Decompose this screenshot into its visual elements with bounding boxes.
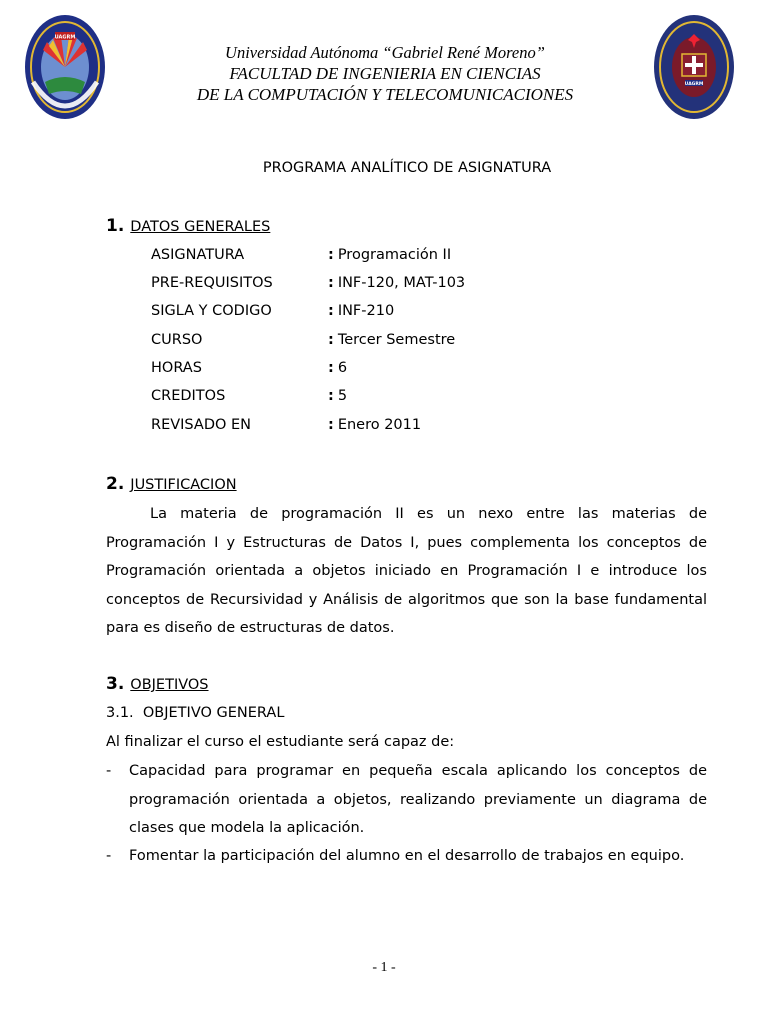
section-number: 1.: [106, 216, 125, 236]
section-label: JUSTIFICACION: [130, 477, 237, 493]
document-title: PROGRAMA ANALÍTICO DE ASIGNATURA: [262, 160, 552, 176]
justification-text: La materia de programación II es un nexo entre las materias de Programación I y Estructuras de Datos I, pues complementa los conceptos de Programación orientada a objetos iniciado en Programación I e introduce los conceptos de Recursividad y Análisis de algoritmos que son la base fundamental para es diseño de estructuras de datos.: [106, 506, 707, 636]
data-row: PRE-REQUISITOS : INF-120, MAT-103: [151, 275, 466, 291]
justification-paragraph: [106, 500, 707, 643]
page-number: - 1 -: [372, 960, 396, 975]
field-value: INF-120, MAT-103: [337, 275, 466, 291]
field-value: INF-210: [337, 303, 395, 319]
list-item: [106, 757, 707, 843]
university-seal-logo: [23, 12, 107, 122]
faculty-seal-logo: [652, 12, 736, 122]
section-number: 3.: [106, 674, 125, 694]
right-logo-inner-text: UAGRM: [684, 82, 704, 87]
data-row: REVISADO EN : Enero 2011: [151, 417, 422, 433]
field-key: PRE-REQUISITOS: [151, 275, 273, 291]
field-value: Programación II: [337, 247, 452, 263]
data-row: CREDITOS : 5: [151, 388, 348, 404]
field-key: HORAS: [151, 360, 202, 376]
subsection-heading-objetivo-general: 3.1. OBJETIVO GENERAL: [106, 705, 285, 721]
field-key: CREDITOS: [151, 388, 226, 404]
data-row: CURSO : Tercer Semestre: [151, 332, 456, 348]
left-logo-inner-text: UAGRM: [54, 34, 76, 41]
field-key: SIGLA Y CODIGO: [151, 303, 272, 319]
data-row: ASIGNATURA : Programación II: [151, 247, 452, 263]
section-heading-datos-generales: [106, 216, 270, 236]
bullet-dash: -: [106, 763, 112, 779]
objectives-intro: Al finalizar el curso el estudiante será capaz de:: [106, 734, 455, 750]
field-key: REVISADO EN: [151, 417, 252, 433]
field-key: ASIGNATURA: [151, 247, 245, 263]
section-heading-justificacion: [106, 474, 237, 494]
faculty-line-2: DE LA COMPUTACIÓN Y TELECOMUNICACIONES: [196, 85, 574, 104]
section-label: DATOS GENERALES: [130, 219, 271, 235]
list-item: [106, 842, 707, 871]
data-row: SIGLA Y CODIGO : INF-210: [151, 303, 395, 319]
section-number: 2.: [106, 474, 125, 494]
field-value: 5: [337, 388, 348, 404]
data-row: HORAS : 6: [151, 360, 348, 376]
bullet-text: Capacidad para programar en pequeña escala aplicando los conceptos de programación orientada a objetos, realizando previamente un diagrama de clases que modela la aplicación.: [129, 763, 707, 836]
field-value: Tercer Semestre: [337, 332, 456, 348]
bullet-dash: -: [106, 848, 112, 864]
field-value: Enero 2011: [337, 417, 422, 433]
field-value: 6: [337, 360, 348, 376]
section-heading-objetivos: [106, 674, 209, 694]
university-name: Universidad Autónoma “Gabriel René Moreno”: [225, 43, 545, 62]
faculty-line-1: FACULTAD DE INGENIERIA EN CIENCIAS: [229, 64, 541, 83]
field-key: CURSO: [151, 332, 203, 348]
document-header: [120, 42, 650, 105]
bullet-text: Fomentar la participación del alumno en el desarrollo de trabajos en equipo.: [129, 848, 685, 864]
section-label: OBJETIVOS: [130, 677, 209, 693]
